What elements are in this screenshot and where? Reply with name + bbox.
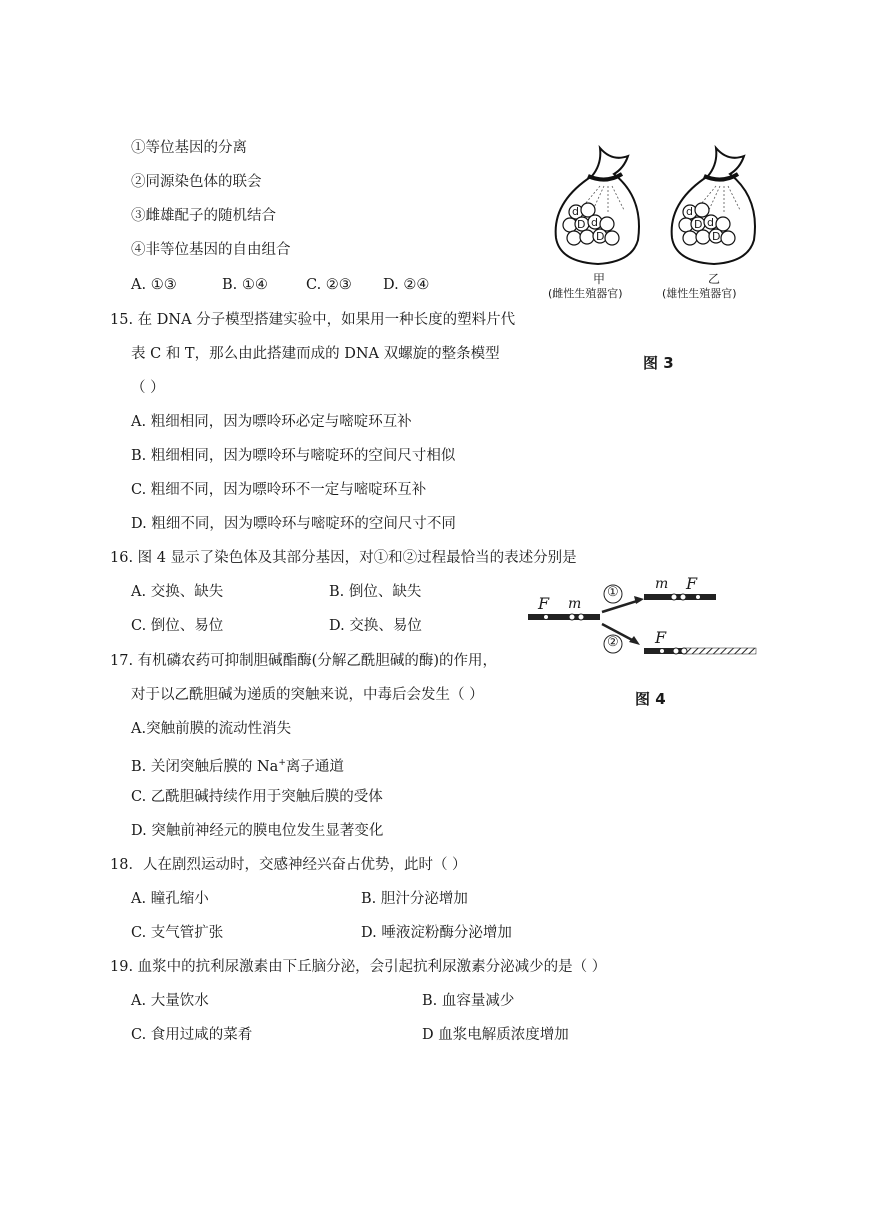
- q18-option-d: D. 唾液淀粉酶分泌增加: [361, 925, 512, 941]
- bag-left-label: 甲: [593, 272, 606, 286]
- figure-3: [540, 140, 790, 300]
- q17-option-b-text: B. 关闭突触后膜的 Na: [131, 758, 279, 775]
- ball-letter: d: [591, 216, 598, 229]
- gene-f-label-result1: F: [686, 574, 698, 593]
- q19-option-c: C. 食用过咸的菜肴: [131, 1027, 253, 1043]
- q15-option-a: A. 粗细相同，因为嘌呤环必定与嘧啶环互补: [131, 414, 412, 430]
- process-2-label: ②: [607, 635, 619, 650]
- q18-option-b: B. 胆汁分泌增加: [361, 891, 468, 907]
- ball-letter: d: [686, 205, 693, 218]
- q14-item-3: ③雌雄配子的随机结合: [131, 208, 276, 224]
- gene-f-label-result2: F: [655, 628, 667, 647]
- q16-stem: 16. 图 4 显示了染色体及其部分基因，对①和②过程最恰当的表述分别是: [110, 550, 577, 566]
- q17-stem-line1: 17. 有机磷农药可抑制胆碱酯酶(分解乙酰胆碱的酶)的作用，: [110, 653, 497, 669]
- q15-answer-paren: （ ）: [131, 380, 165, 396]
- bag-right-sublabel: (雄性生殖器官): [662, 287, 737, 300]
- bag-right: [672, 148, 755, 264]
- gene-f-label: F: [538, 594, 550, 613]
- q19-option-a: A. 大量饮水: [131, 993, 209, 1009]
- ball-letter: d: [707, 216, 714, 229]
- gene-m-label: m: [568, 596, 582, 612]
- gene-m-label-result1: m: [655, 576, 669, 592]
- bag-left-sublabel: (雌性生殖器官): [548, 287, 623, 300]
- q18-option-a: A. 瞳孔缩小: [131, 891, 209, 907]
- q16-option-a: A. 交换、缺失: [131, 584, 224, 600]
- figure-4-drawing: [526, 572, 758, 667]
- q15-option-d: D. 粗细不同，因为嘌呤环与嘧啶环的空间尺寸不同: [131, 516, 456, 532]
- figure-4-caption: 图 4: [635, 690, 666, 708]
- q15-stem-line2: 表 C 和 T，那么由此搭建而成的 DNA 双螺旋的整条模型: [131, 346, 500, 362]
- q14-option-d: D. ②④: [383, 277, 430, 293]
- q17-option-a: A.突触前膜的流动性消失: [131, 721, 292, 737]
- ball-letter: d: [572, 205, 579, 218]
- q19-option-d: D 血浆电解质浓度增加: [422, 1027, 569, 1043]
- q14-option-a: A. ①③: [131, 277, 177, 293]
- ball-letter: D: [596, 230, 605, 243]
- bag-left: [556, 148, 639, 264]
- q14-option-c: C. ②③: [306, 277, 352, 293]
- q15-option-c: C. 粗细不同，因为嘌呤环不一定与嘧啶环互补: [131, 482, 427, 498]
- q17-option-d: D. 突触前神经元的膜电位发生显著变化: [131, 823, 384, 839]
- q18-option-c: C. 支气管扩张: [131, 925, 224, 941]
- q15-option-b: B. 粗细相同，因为嘌呤环与嘧啶环的空间尺寸相似: [131, 448, 456, 464]
- ball-letter: D: [712, 230, 721, 243]
- figure-3-caption: 图 3: [643, 354, 674, 372]
- q17-option-b-superscript: +: [278, 758, 286, 768]
- figure-4: [526, 572, 758, 667]
- q15-stem-line1: 15. 在 DNA 分子模型搭建实验中，如果用一种长度的塑料片代: [110, 312, 516, 328]
- process-1-label: ①: [607, 585, 619, 600]
- ball-letter: D: [694, 218, 703, 231]
- q14-item-1: ①等位基因的分离: [131, 140, 247, 156]
- q14-item-4: ④非等位基因的自由组合: [131, 242, 291, 258]
- q17-stem-line2: 对于以乙酰胆碱为递质的突触来说，中毒后会发生（ ）: [131, 687, 484, 703]
- q19-option-b: B. 血容量减少: [422, 993, 515, 1009]
- q18-stem: 18．人在剧烈运动时，交感神经兴奋占优势，此时（ ）: [110, 857, 467, 873]
- q17-option-b: [131, 753, 344, 777]
- bag-right-label: 乙: [708, 272, 721, 286]
- q19-stem: 19. 血浆中的抗利尿激素由下丘脑分泌，会引起抗利尿激素分泌减少的是（ ）: [110, 959, 607, 975]
- q16-option-c: C. 倒位、易位: [131, 618, 224, 634]
- q14-option-b: B. ①④: [222, 277, 268, 293]
- q16-option-d: D. 交换、易位: [329, 618, 422, 634]
- q14-item-2: ②同源染色体的联会: [131, 174, 262, 190]
- q17-option-b-tail: 离子通道: [285, 758, 344, 775]
- ball-letter: D: [577, 218, 586, 231]
- q17-option-c: C. 乙酰胆碱持续作用于突触后膜的受体: [131, 789, 383, 805]
- q16-option-b: B. 倒位、缺失: [329, 584, 422, 600]
